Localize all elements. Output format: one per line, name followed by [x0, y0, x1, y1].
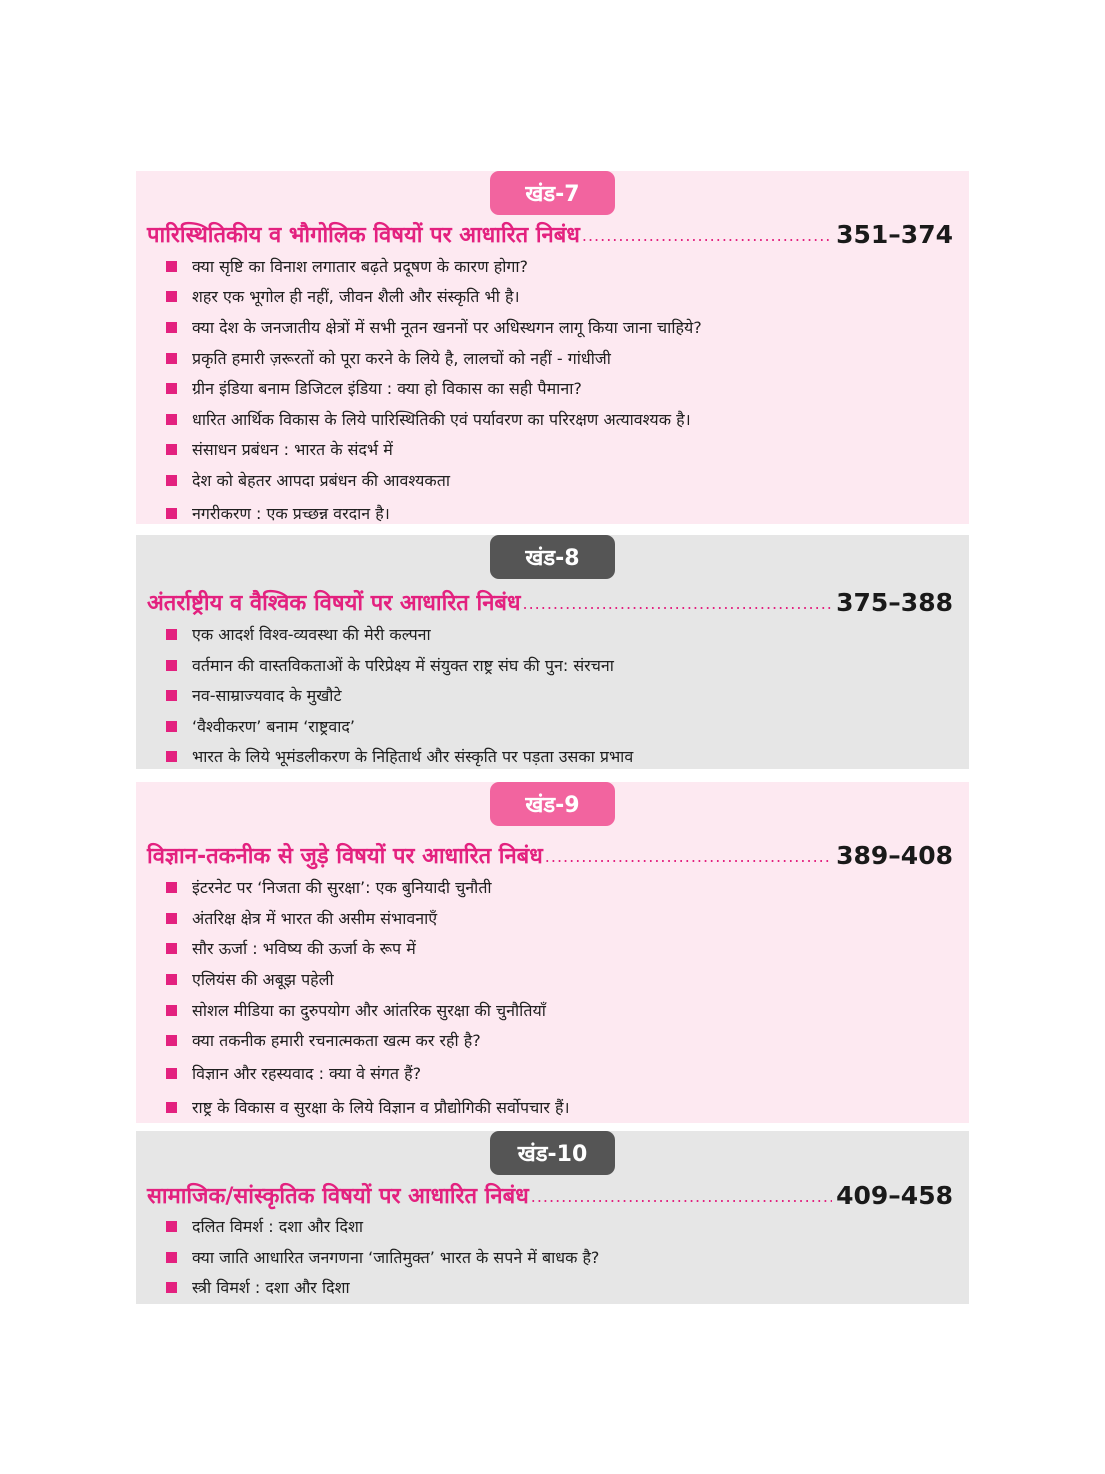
- bullet-square-icon: [166, 414, 177, 425]
- list-item-text: वर्तमान की वास्तविकताओं के परिप्रेक्ष्य में संयुक्त राष्ट्र संघ की पुन: संरचना: [192, 656, 614, 675]
- page-range: 375–388: [836, 588, 953, 617]
- page-range: 389–408: [836, 841, 953, 870]
- list-item-text: ‘वैश्वीकरण’ बनाम ‘राष्ट्रवाद’: [192, 717, 355, 736]
- list-item-text: नगरीकरण : एक प्रच्छन्न वरदान है।: [192, 504, 390, 523]
- bullet-square-icon: [166, 751, 177, 762]
- list-item[interactable]: [166, 1061, 421, 1085]
- section-heading[interactable]: [147, 583, 953, 617]
- list-item[interactable]: [166, 683, 342, 707]
- dot-leader: [582, 226, 832, 245]
- bullet-square-icon: [166, 444, 177, 455]
- list-item[interactable]: [166, 875, 492, 899]
- list-item-text: राष्ट्र के विकास व सुरक्षा के लिये विज्ञान व प्रौद्योगिकी सर्वोपचार हैं।: [192, 1098, 570, 1117]
- bullet-square-icon: [166, 1282, 177, 1293]
- list-item[interactable]: [166, 407, 691, 431]
- bullet-square-icon: [166, 660, 177, 671]
- list-item-text: क्या सृष्टि का विनाश लगातार बढ़ते प्रदूषण के कारण होगा?: [192, 257, 529, 276]
- list-item-text: क्या तकनीक हमारी रचनात्मकता खत्म कर रही है?: [192, 1031, 481, 1050]
- bullet-square-icon: [166, 383, 177, 394]
- section-heading[interactable]: [147, 215, 953, 249]
- list-item-text: धारित आर्थिक विकास के लिये पारिस्थितिकी एवं पर्यावरण का परिरक्षण अत्यावश्यक है।: [192, 410, 691, 429]
- section-khand-10: [136, 1131, 969, 1304]
- section-khand-8: [136, 535, 969, 769]
- list-item[interactable]: [166, 1275, 350, 1299]
- section-title: अंतर्राष्ट्रीय व वैश्विक विषयों पर आधारित निबंध: [147, 591, 521, 616]
- list-item-text: शहर एक भूगोल ही नहीं, जीवन शैली और संस्कृति भी है।: [192, 287, 520, 306]
- list-item-text: देश को बेहतर आपदा प्रबंधन की आवश्यकता: [192, 471, 450, 490]
- list-item[interactable]: [166, 376, 582, 400]
- bullet-square-icon: [166, 322, 177, 333]
- bullet-square-icon: [166, 721, 177, 732]
- list-item[interactable]: [166, 1245, 599, 1269]
- dot-leader: [545, 847, 832, 866]
- bullet-square-icon: [166, 1252, 177, 1263]
- bullet-square-icon: [166, 1005, 177, 1016]
- list-item[interactable]: [166, 284, 520, 308]
- dot-leader: [531, 1187, 832, 1206]
- dot-leader: [523, 594, 833, 613]
- list-item[interactable]: [166, 501, 390, 525]
- list-item-text: ग्रीन इंडिया बनाम डिजिटल इंडिया : क्या हो विकास का सही पैमाना?: [192, 379, 582, 398]
- list-item-text: सोशल मीडिया का दुरुपयोग और आंतरिक सुरक्षा की चुनौतियाँ: [192, 1001, 546, 1020]
- list-item-text: अंतरिक्ष क्षेत्र में भारत की असीम संभावनाएँ: [192, 909, 438, 928]
- section-badge: खंड-9: [490, 782, 615, 826]
- bullet-square-icon: [166, 974, 177, 985]
- bullet-square-icon: [166, 353, 177, 364]
- list-item[interactable]: [166, 254, 528, 278]
- section-title: विज्ञान-तकनीक से जुड़े विषयों पर आधारित निबंध: [147, 844, 543, 869]
- list-item[interactable]: [166, 653, 614, 677]
- bullet-square-icon: [166, 508, 177, 519]
- list-item[interactable]: [166, 714, 355, 738]
- bullet-square-icon: [166, 1035, 177, 1046]
- section-heading[interactable]: [147, 836, 953, 870]
- list-item-text: संसाधन प्रबंधन : भारत के संदर्भ में: [192, 440, 393, 459]
- list-item-text: भारत के लिये भूमंडलीकरण के निहितार्थ और संस्कृति पर पड़ता उसका प्रभाव: [192, 747, 634, 766]
- bullet-square-icon: [166, 629, 177, 640]
- section-khand-9: [136, 782, 969, 1123]
- list-item-text: इंटरनेट पर ‘निजता की सुरक्षा’: एक बुनियादी चुनौती: [192, 878, 492, 897]
- bullet-square-icon: [166, 1068, 177, 1079]
- section-khand-7: [136, 171, 969, 524]
- page-range: 351–374: [836, 220, 953, 249]
- list-item[interactable]: [166, 906, 437, 930]
- section-heading[interactable]: [147, 1176, 953, 1210]
- list-item[interactable]: [166, 468, 450, 492]
- bullet-square-icon: [166, 261, 177, 272]
- list-item-text: दलित विमर्श : दशा और दिशा: [192, 1217, 364, 1236]
- list-item[interactable]: [166, 744, 633, 768]
- list-item[interactable]: [166, 315, 702, 339]
- list-item[interactable]: [166, 437, 393, 461]
- list-item[interactable]: [166, 1028, 481, 1052]
- list-item-text: नव-साम्राज्यवाद के मुखौटे: [192, 686, 342, 705]
- list-item[interactable]: [166, 936, 416, 960]
- list-item[interactable]: [166, 1214, 363, 1238]
- list-item-text: एलियंस की अबूझ पहेली: [192, 970, 334, 989]
- section-title: सामाजिक/सांस्कृतिक विषयों पर आधारित निबंध: [147, 1184, 529, 1209]
- list-item[interactable]: [166, 1095, 570, 1119]
- section-badge: खंड-10: [490, 1131, 615, 1175]
- bullet-square-icon: [166, 690, 177, 701]
- section-badge: खंड-8: [490, 535, 615, 579]
- bullet-square-icon: [166, 882, 177, 893]
- list-item[interactable]: [166, 998, 546, 1022]
- bullet-square-icon: [166, 475, 177, 486]
- bullet-square-icon: [166, 913, 177, 924]
- list-item-text: एक आदर्श विश्व-व्यवस्था की मेरी कल्पना: [192, 625, 431, 644]
- list-item-text: विज्ञान और रहस्यवाद : क्या वे संगत हैं?: [192, 1064, 422, 1083]
- list-item[interactable]: [166, 967, 334, 991]
- list-item-text: क्या जाति आधारित जनगणना ‘जातिमुक्त’ भारत के सपने में बाधक है?: [192, 1248, 600, 1267]
- bullet-square-icon: [166, 943, 177, 954]
- section-badge: खंड-7: [490, 171, 615, 215]
- bullet-square-icon: [166, 1102, 177, 1113]
- list-item-text: क्या देश के जनजातीय क्षेत्रों में सभी नूतन खननों पर अधिस्थगन लागू किया जाना चाहिये?: [192, 318, 702, 337]
- list-item[interactable]: [166, 346, 611, 370]
- section-title: पारिस्थितिकीय व भौगोलिक विषयों पर आधारित निबंध: [147, 223, 580, 248]
- list-item-text: सौर ऊर्जा : भविष्य की ऊर्जा के रूप में: [192, 939, 416, 958]
- list-item[interactable]: [166, 622, 431, 646]
- list-item-text: प्रकृति हमारी ज़रूरतों को पूरा करने के लिये है, लालचों को नहीं - गांधीजी: [192, 349, 611, 368]
- list-item-text: स्त्री विमर्श : दशा और दिशा: [192, 1278, 350, 1297]
- page-range: 409–458: [836, 1181, 953, 1210]
- bullet-square-icon: [166, 1221, 177, 1232]
- bullet-square-icon: [166, 291, 177, 302]
